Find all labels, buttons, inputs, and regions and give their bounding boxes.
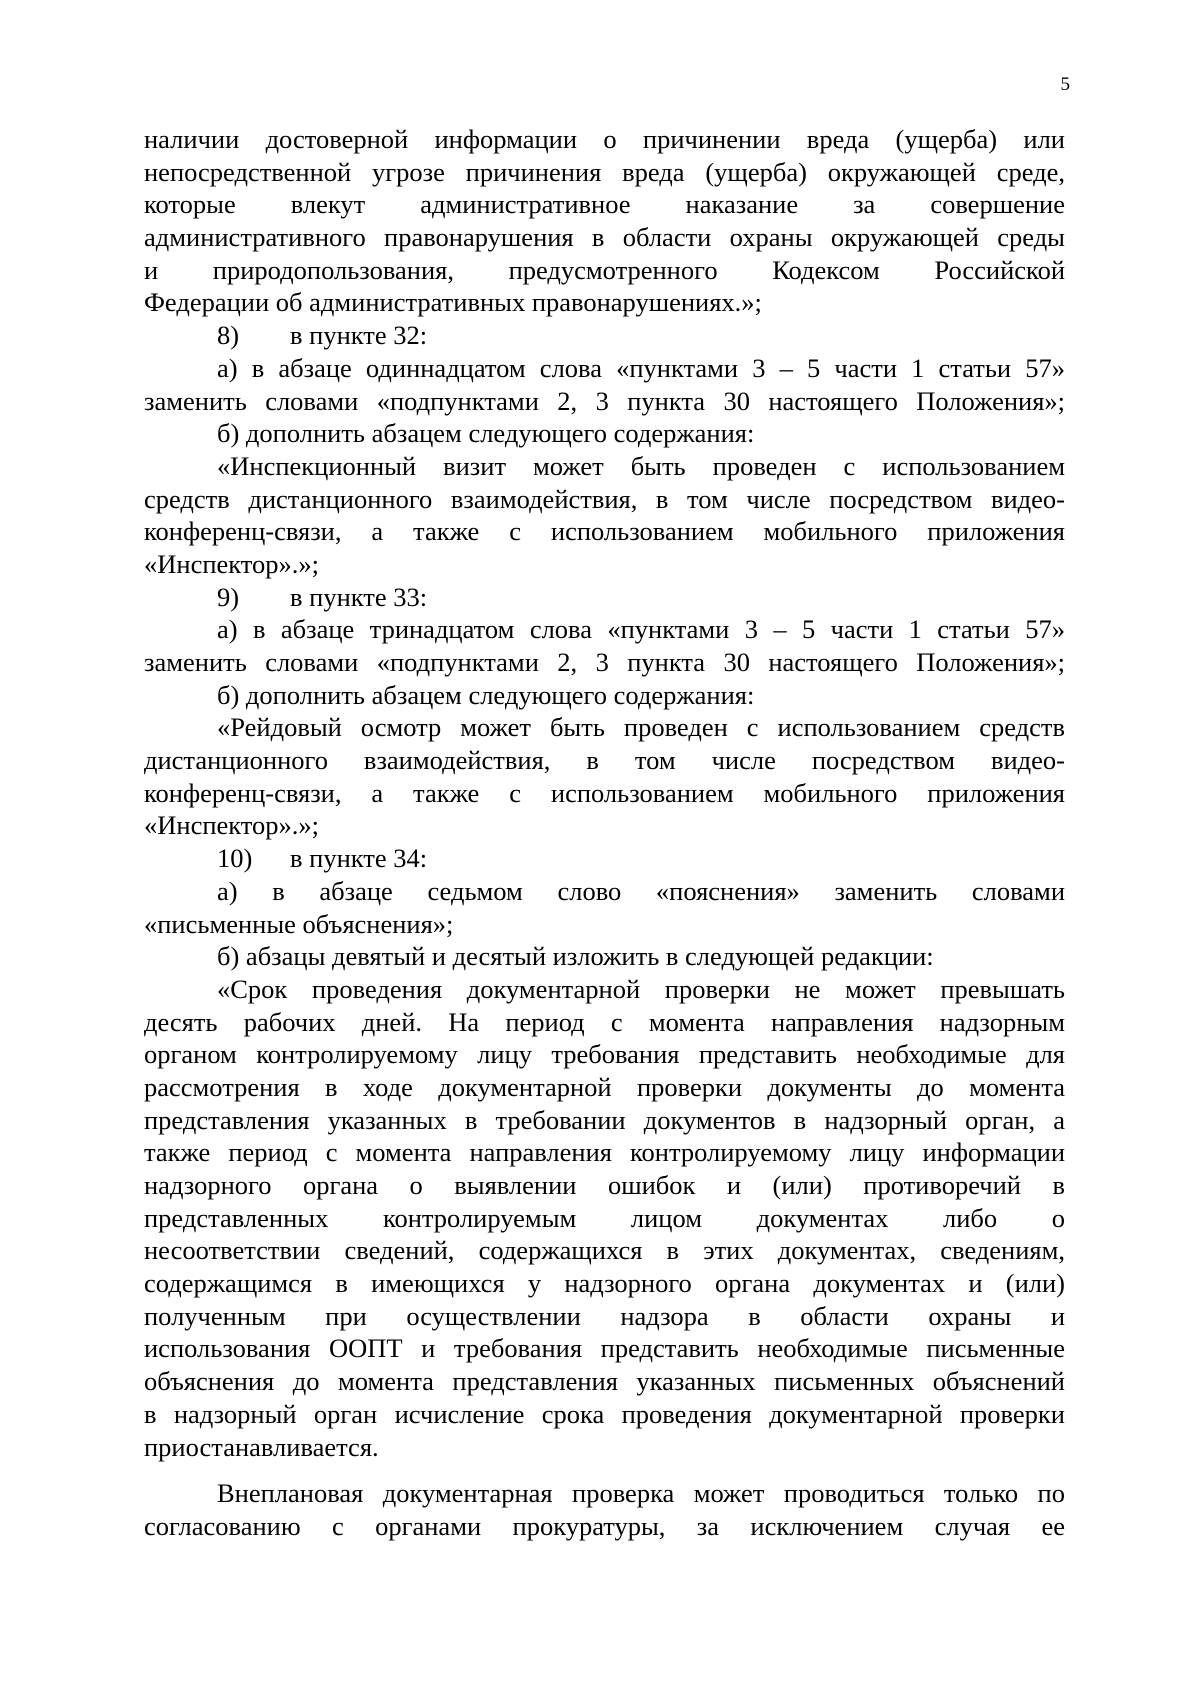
text-line: Внеплановая документарная проверка может проводиться только по bbox=[217, 1478, 1065, 1509]
text-line: содержащимся в имеющихся у надзорного органа документах и (или) bbox=[144, 1268, 1065, 1299]
text-line: а) в абзаце одиннадцатом слова «пунктами 3 – 5 части 1 статьи 57» bbox=[217, 352, 1065, 383]
text-line: «Инспекционный визит может быть проведен с использованием bbox=[217, 450, 1065, 481]
item-number: 10) bbox=[217, 843, 253, 874]
paragraph-gap bbox=[144, 1463, 1065, 1477]
text-line: и природопользования, предусмотренного Кодексом Российской bbox=[144, 254, 1065, 285]
text-line: непосредственной угрозе причинения вреда (ущерба) окружающей среде, bbox=[144, 156, 1065, 187]
text-line: средств дистанционного взаимодействия, в том числе посредством видео- bbox=[144, 483, 1065, 514]
document-body bbox=[144, 123, 1065, 1543]
text-line: «Инспектор».»; bbox=[144, 810, 320, 841]
item-text: в пункте 32: bbox=[290, 320, 428, 351]
text-line: полученным при осуществлении надзора в области охраны и bbox=[144, 1300, 1065, 1331]
text-line: «Рейдовый осмотр может быть проведен с использованием средств bbox=[217, 712, 1065, 743]
list-item-9 bbox=[144, 581, 1065, 614]
text-line: которые влекут административное наказание за совершение bbox=[144, 189, 1065, 220]
text-line: «письменные объяснения»; bbox=[144, 908, 454, 939]
item-number: 9) bbox=[217, 581, 240, 612]
text-line: б) дополнить абзацем следующего содержания: bbox=[217, 679, 755, 710]
list-item-10 bbox=[144, 842, 1065, 875]
text-line: заменить словами «подпунктами 2, 3 пункта 30 настоящего Положения»; bbox=[144, 385, 1065, 416]
text-line: конференц-связи, а также с использованием мобильного приложения bbox=[144, 777, 1065, 808]
text-line: представления указанных в требовании документов в надзорный орган, а bbox=[144, 1104, 1065, 1135]
item-text: в пункте 34: bbox=[290, 843, 428, 874]
text-line: согласованию с органами прокуратуры, за исключением случая ее bbox=[144, 1510, 1065, 1541]
text-line: заменить словами «подпунктами 2, 3 пункта 30 настоящего Положения»; bbox=[144, 647, 1065, 677]
text-line: Федерации об административных правонарушениях.»; bbox=[144, 287, 762, 318]
text-line: использования ООПТ и требования представить необходимые письменные bbox=[144, 1333, 1065, 1364]
text-line: дистанционного взаимодействия, в том числе посредством видео- bbox=[144, 745, 1065, 776]
text-line: органом контролируемому лицу требования представить необходимые для bbox=[144, 1039, 1065, 1070]
page-number: 5 bbox=[1060, 74, 1070, 95]
text-line: б) дополнить абзацем следующего содержания: bbox=[217, 418, 755, 449]
text-line: приостанавливается. bbox=[144, 1431, 379, 1462]
text-line: административного правонарушения в области охраны окружающей среды bbox=[144, 222, 1065, 253]
item-number: 8) bbox=[217, 320, 240, 351]
text-line: рассмотрения в ходе документарной проверки документы до момента bbox=[144, 1071, 1065, 1102]
item-text: в пункте 33: bbox=[290, 581, 428, 612]
text-line: а) в абзаце тринадцатом слова «пунктами 3 – 5 части 1 статьи 57» bbox=[217, 614, 1065, 645]
list-item-8 bbox=[144, 319, 1065, 352]
text-line: наличии достоверной информации о причинении вреда (ущерба) или bbox=[144, 124, 1065, 154]
text-line: в надзорный орган исчисление срока проведения документарной проверки bbox=[144, 1398, 1065, 1429]
text-line: несоответствии сведений, содержащихся в этих документах, сведениям, bbox=[144, 1235, 1065, 1266]
text-line: конференц-связи, а также с использованием мобильного приложения bbox=[144, 516, 1065, 547]
text-line: а) в абзаце седьмом слово «пояснения» заменить словами bbox=[217, 875, 1065, 906]
text-line: объяснения до момента представления указанных письменных объяснений bbox=[144, 1366, 1065, 1397]
text-line: «Срок проведения документарной проверки не может превышать bbox=[217, 973, 1065, 1004]
text-line: б) абзацы девятый и десятый изложить в следующей редакции: bbox=[217, 941, 934, 972]
text-line: «Инспектор».»; bbox=[144, 548, 320, 579]
text-line: представленных контролируемым лицом документах либо о bbox=[144, 1202, 1065, 1233]
text-line: надзорного органа о выявлении ошибок и (или) противоречий в bbox=[144, 1170, 1065, 1200]
text-line: также период с момента направления контролируемому лицу информации bbox=[144, 1137, 1065, 1168]
text-line: десять рабочих дней. На период с момента направления надзорным bbox=[144, 1006, 1065, 1037]
